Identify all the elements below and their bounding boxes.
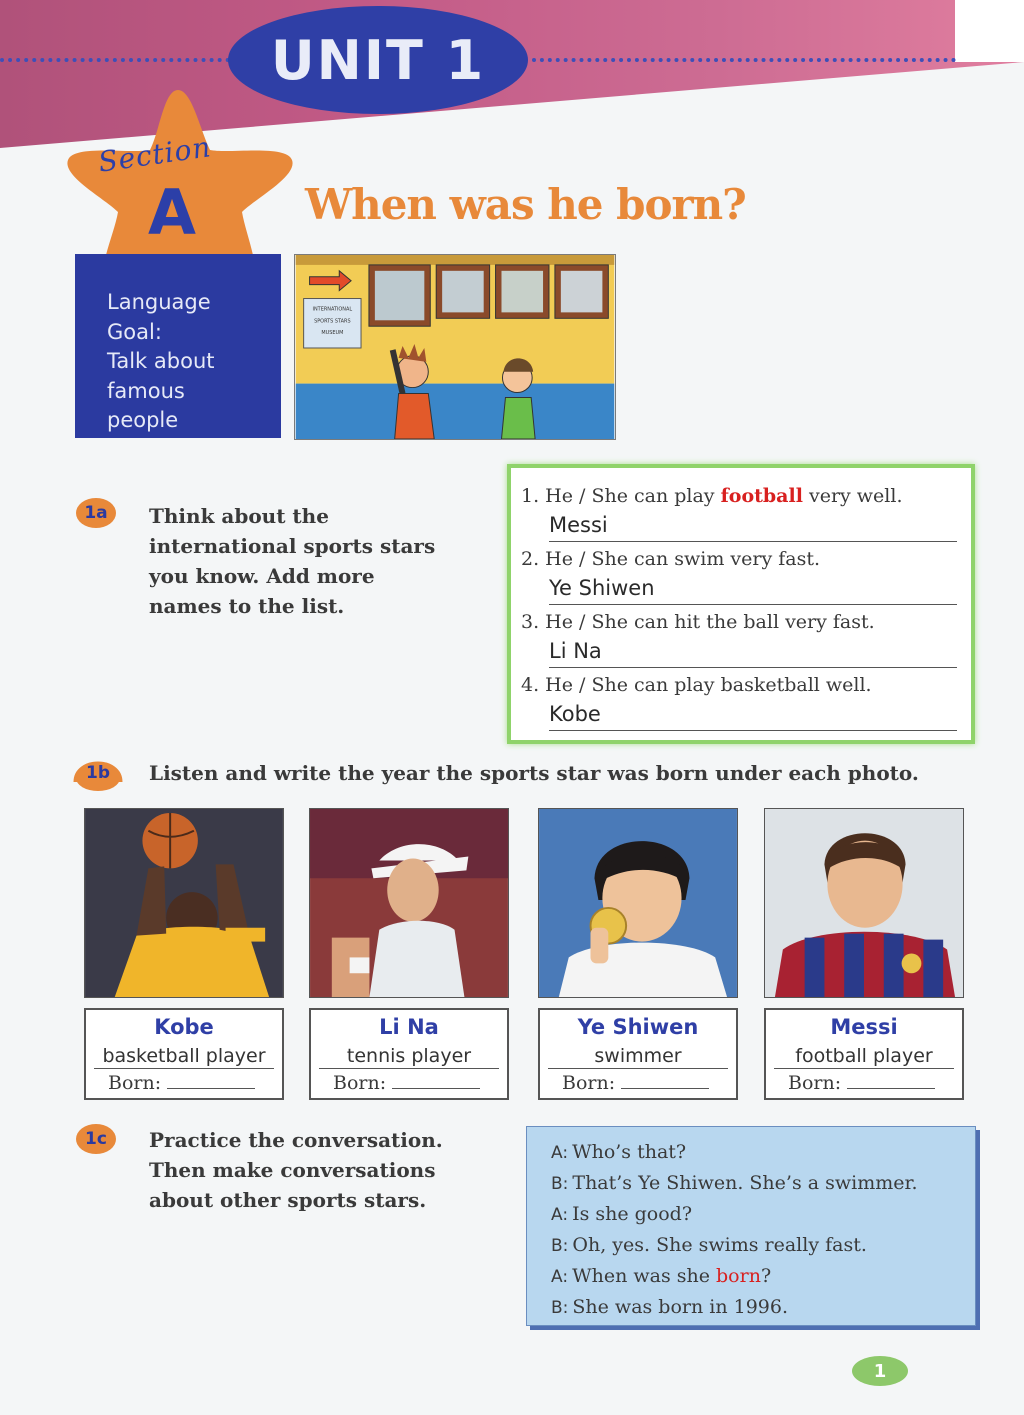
exercise-1c-instruction (149, 1125, 489, 1215)
list-answer[interactable]: Messi (549, 510, 957, 542)
photo-messi (764, 808, 964, 998)
list-question: 4. He / She can play basketball well. (521, 674, 872, 696)
card-job: football player (774, 1044, 954, 1069)
star-card-li-na (309, 1008, 509, 1100)
photo-ye-shiwen (538, 808, 738, 998)
goal-line: people (107, 408, 179, 432)
header-corner (955, 0, 1024, 62)
instruction-line: you know. Add more (149, 564, 375, 588)
exercise-badge-1c: 1c (76, 1124, 116, 1154)
sign-line-2: SPORTS STARS (314, 318, 351, 325)
card-name: Kobe (154, 1015, 214, 1039)
list-question: 1. He / She can play football very well. (521, 485, 903, 507)
exercise-1a-instruction (149, 501, 469, 621)
instruction-line: international sports stars (149, 534, 436, 558)
card-born: Born: (766, 1069, 962, 1097)
born-year-blank[interactable] (621, 1071, 709, 1089)
list-answer[interactable]: Li Na (549, 636, 957, 668)
dotted-line-left (0, 58, 230, 62)
card-born: Born: (86, 1069, 282, 1097)
conversation-line: B: That’s Ye Shiwen. She’s a swimmer. (551, 1172, 918, 1194)
list-item (521, 482, 957, 545)
conversation-line: B: She was born in 1996. (551, 1296, 789, 1318)
conversation-line: B: Oh, yes. She swims really fast. (551, 1234, 867, 1256)
born-year-blank[interactable] (167, 1071, 255, 1089)
instruction-line: names to the list. (149, 594, 345, 618)
card-name: Ye Shiwen (577, 1015, 699, 1039)
card-job: tennis player (319, 1044, 499, 1069)
exercise-1b-instruction: Listen and write the year the sports star was born under each photo. (149, 761, 919, 785)
conversation-line: A: Who’s that? (551, 1141, 687, 1163)
card-job: basketball player (94, 1044, 274, 1069)
goal-line: Goal: (107, 319, 162, 344)
sign-line-1: INTERNATIONAL (312, 306, 353, 313)
conversation-line: A: When was she born? (551, 1265, 772, 1287)
born-year-blank[interactable] (847, 1071, 935, 1089)
star-card-kobe (84, 1008, 284, 1100)
section-word: Section (96, 130, 214, 179)
list-question: 3. He / She can hit the ball very fast. (521, 611, 875, 633)
instruction-line: Think about the (149, 504, 329, 528)
list-answer[interactable]: Ye Shiwen (549, 573, 957, 605)
star-card-ye-shiwen (538, 1008, 738, 1100)
unit-title: UNIT 1 (270, 28, 486, 92)
list-answer[interactable]: Kobe (549, 699, 957, 731)
photo-kobe (84, 808, 284, 998)
dotted-line-right (532, 58, 956, 62)
sign-line-3: MUSEUM (321, 330, 344, 337)
museum-scene-illustration (294, 254, 616, 440)
born-year-blank[interactable] (392, 1071, 480, 1089)
section-letter: A (148, 176, 196, 249)
card-born: Born: (311, 1069, 507, 1097)
star-card-messi (764, 1008, 964, 1100)
list-item (521, 545, 957, 608)
page-number: 1 (852, 1356, 908, 1386)
list-question: 2. He / She can swim very fast. (521, 548, 821, 570)
list-item (521, 671, 957, 734)
goal-line: famous (107, 378, 185, 403)
instruction-line: Then make conversations (149, 1158, 436, 1182)
card-born: Born: (540, 1069, 736, 1097)
goal-line: Talk about (107, 349, 215, 373)
goal-line: Language (107, 290, 211, 314)
conversation-box (526, 1126, 976, 1326)
exercise-badge-1b: 1b (86, 763, 110, 783)
exercise-badge-1a: 1a (76, 498, 116, 528)
conversation-line: A: Is she good? (551, 1203, 693, 1225)
language-goal-box (75, 254, 281, 438)
card-name: Li Na (379, 1015, 439, 1039)
photo-li-na (309, 808, 509, 998)
instruction-line: about other sports stars. (149, 1188, 427, 1212)
card-name: Messi (830, 1015, 898, 1039)
instruction-line: Practice the conversation. (149, 1128, 443, 1152)
sports-stars-list (507, 464, 975, 744)
page-title: When was he born? (305, 180, 746, 229)
card-job: swimmer (548, 1044, 728, 1069)
list-item (521, 608, 957, 671)
